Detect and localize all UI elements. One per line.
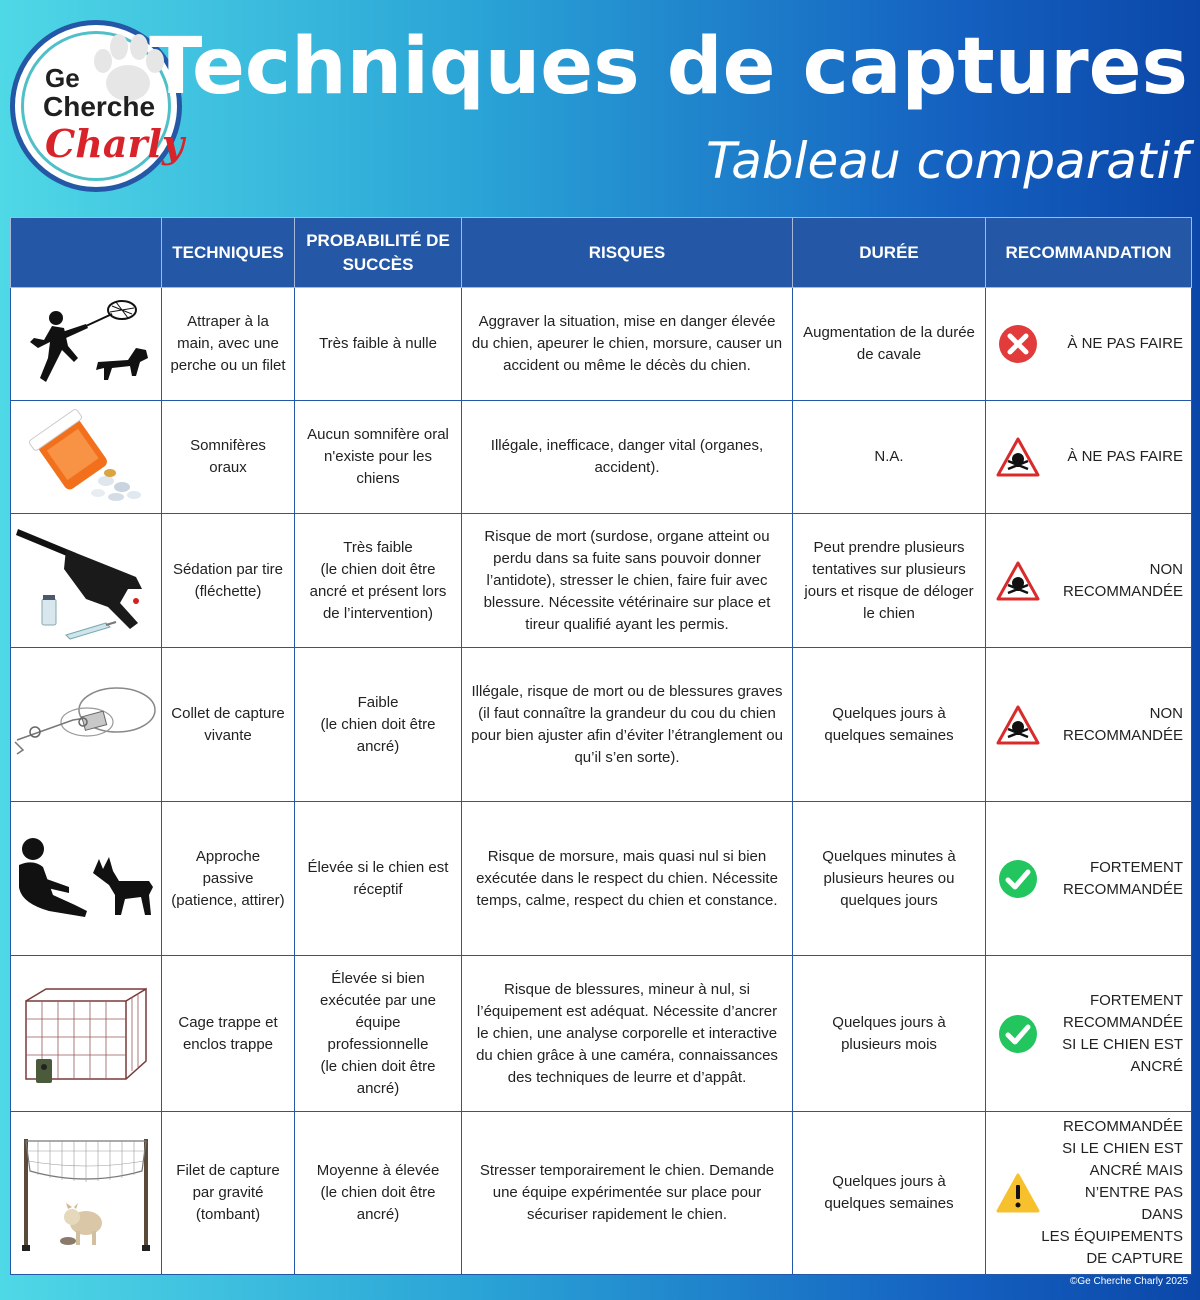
skull-warning-icon	[996, 703, 1040, 747]
row-icon-cell	[11, 1112, 162, 1275]
risks-cell: Illégale, risque de mort ou de blessures graves (il faut connaître la grandeur du cou du chien pour bien ajuster afin d’éviter l’étranglement ou qu’il s’en sorte).	[462, 648, 793, 802]
duration-cell: Augmentation de la durée de cavale	[793, 288, 986, 401]
probability-cell: Très faible à nulle	[295, 288, 462, 401]
skull-warning-icon	[996, 559, 1040, 603]
copyright-footer: ©Ge Cherche Charly 2025	[1070, 1276, 1188, 1287]
risks-cell: Risque de blessures, mineur à nul, si l’équipement est adéquat. Nécessite d’ancrer le chien, une analyse corporelle et interactive du chien grâce à une caméra, connaissances des techniques de leurre et d’appât.	[462, 956, 793, 1112]
probability-cell: Aucun somnifère oral n'existe pour les chiens	[295, 401, 462, 514]
recommendation-text: NON RECOMMANDÉE	[1062, 704, 1183, 744]
running-person-net-dog-icon	[16, 296, 156, 392]
row-icon-cell	[11, 956, 162, 1112]
recommendation-text: FORTEMENT RECOMMANDÉE SI LE CHIEN EST ANCRÉ	[1062, 991, 1183, 1075]
technique-cell: Attraper à la main, avec une perche ou un filet	[162, 288, 295, 401]
probability-cell: Moyenne à élevée (le chien doit être ancré)	[295, 1112, 462, 1275]
technique-cell: Cage trappe et enclos trappe	[162, 956, 295, 1112]
technique-cell: Collet de capture vivante	[162, 648, 295, 802]
risks-cell: Aggraver la situation, mise en danger élevée du chien, apeurer le chien, morsure, causer un accident ou même le décès du chien.	[462, 288, 793, 401]
page-subtitle: Tableau comparatif	[705, 132, 1188, 190]
table-row	[11, 956, 1192, 1112]
technique-cell: Approche passive (patience, attirer)	[162, 802, 295, 956]
yellow-warning-icon	[996, 1171, 1040, 1215]
sitting-person-dog-icon	[13, 837, 159, 921]
recommendation-cell	[986, 648, 1192, 802]
technique-cell: Filet de capture par gravité (tombant)	[162, 1112, 295, 1275]
risks-cell: Stresser temporairement le chien. Demande une équipe expérimentée sur place pour sécuriser rapidement le chien.	[462, 1112, 793, 1275]
duration-cell: Quelques jours à quelques semaines	[793, 1112, 986, 1275]
probability-cell: Élevée si bien exécutée par une équipe professionnelle (le chien doit être ancré)	[295, 956, 462, 1112]
skull-warning-icon	[996, 435, 1040, 479]
duration-cell: Quelques minutes à plusieurs heures ou quelques jours	[793, 802, 986, 956]
column-header-recommendation: RECOMMANDATION	[986, 218, 1192, 288]
technique-cell: Sédation par tire (fléchette)	[162, 514, 295, 648]
column-header-icon	[11, 218, 162, 288]
red-x-icon	[996, 322, 1040, 366]
table-row	[11, 401, 1192, 514]
column-header-techniques: TECHNIQUES	[162, 218, 295, 288]
logo-line-3: Charly	[45, 121, 185, 166]
dart-rifle-syringe-icon	[16, 519, 156, 643]
row-icon-cell	[11, 288, 162, 401]
header-row	[11, 218, 1192, 288]
comparison-table	[10, 217, 1192, 1275]
duration-cell: Quelques jours à plusieurs mois	[793, 956, 986, 1112]
logo-line-2: Cherche	[43, 91, 156, 122]
probability-cell: Élevée si le chien est réceptif	[295, 802, 462, 956]
recommendation-cell	[986, 956, 1192, 1112]
recommendation-text: À NE PAS FAIRE	[1067, 448, 1183, 465]
column-header-probability: PROBABILITÉ DE SUCCÈS	[295, 218, 462, 288]
recommendation-cell	[986, 288, 1192, 401]
row-icon-cell	[11, 802, 162, 956]
probability-cell: Très faible (le chien doit être ancré et présent lors de l’intervention)	[295, 514, 462, 648]
pill-bottle-icon	[16, 407, 156, 507]
recommendation-text: À NE PAS FAIRE	[1067, 335, 1183, 352]
duration-cell: Quelques jours à quelques semaines	[793, 648, 986, 802]
row-icon-cell	[11, 648, 162, 802]
risks-cell: Illégale, inefficace, danger vital (organes, accident).	[462, 401, 793, 514]
green-check-icon	[996, 857, 1040, 901]
duration-cell: Peut prendre plusieurs tentatives sur plusieurs jours et risque de déloger le chien	[793, 514, 986, 648]
recommendation-cell	[986, 514, 1192, 648]
logo-line-1: Ge	[45, 63, 80, 93]
technique-cell: Somnifères oraux	[162, 401, 295, 514]
row-icon-cell	[11, 514, 162, 648]
table-row	[11, 648, 1192, 802]
risks-cell: Risque de morsure, mais quasi nul si bien exécutée dans le respect du chien. Nécessite temps, calme, respect du chien et constance.	[462, 802, 793, 956]
column-header-duration: DURÉE	[793, 218, 986, 288]
recommendation-cell	[986, 1112, 1192, 1275]
table-row	[11, 802, 1192, 956]
table-row	[11, 288, 1192, 401]
recommendation-text: RECOMMANDÉE SI LE CHIEN EST ANCRÉ MAIS N’ENTRE PAS DANS LES ÉQUIPEMENTS DE CAPTURE	[1041, 1118, 1183, 1267]
column-header-risks: RISQUES	[462, 218, 793, 288]
page-title: Techniques de captures	[149, 22, 1188, 112]
recommendation-text: FORTEMENT RECOMMANDÉE	[1062, 858, 1183, 898]
recommendation-cell	[986, 401, 1192, 514]
wire-snare-icon	[13, 680, 159, 770]
cage-trap-camera-icon	[16, 979, 156, 1089]
table-row	[11, 514, 1192, 648]
row-icon-cell	[11, 401, 162, 514]
recommendation-text: NON RECOMMANDÉE	[1062, 560, 1183, 600]
recommendation-cell	[986, 802, 1192, 956]
duration-cell: N.A.	[793, 401, 986, 514]
risks-cell: Risque de mort (surdose, organe atteint ou perdu dans sa fuite sans pouvoir donner l’antidote), stresser le chien, faire fuir avec blessure. Nécessite vétérinaire sur place et tireur qualifié ayant les permis.	[462, 514, 793, 648]
drop-net-dog-icon	[16, 1131, 156, 1255]
table-row	[11, 1112, 1192, 1275]
probability-cell: Faible (le chien doit être ancré)	[295, 648, 462, 802]
green-check-icon	[996, 1012, 1040, 1056]
